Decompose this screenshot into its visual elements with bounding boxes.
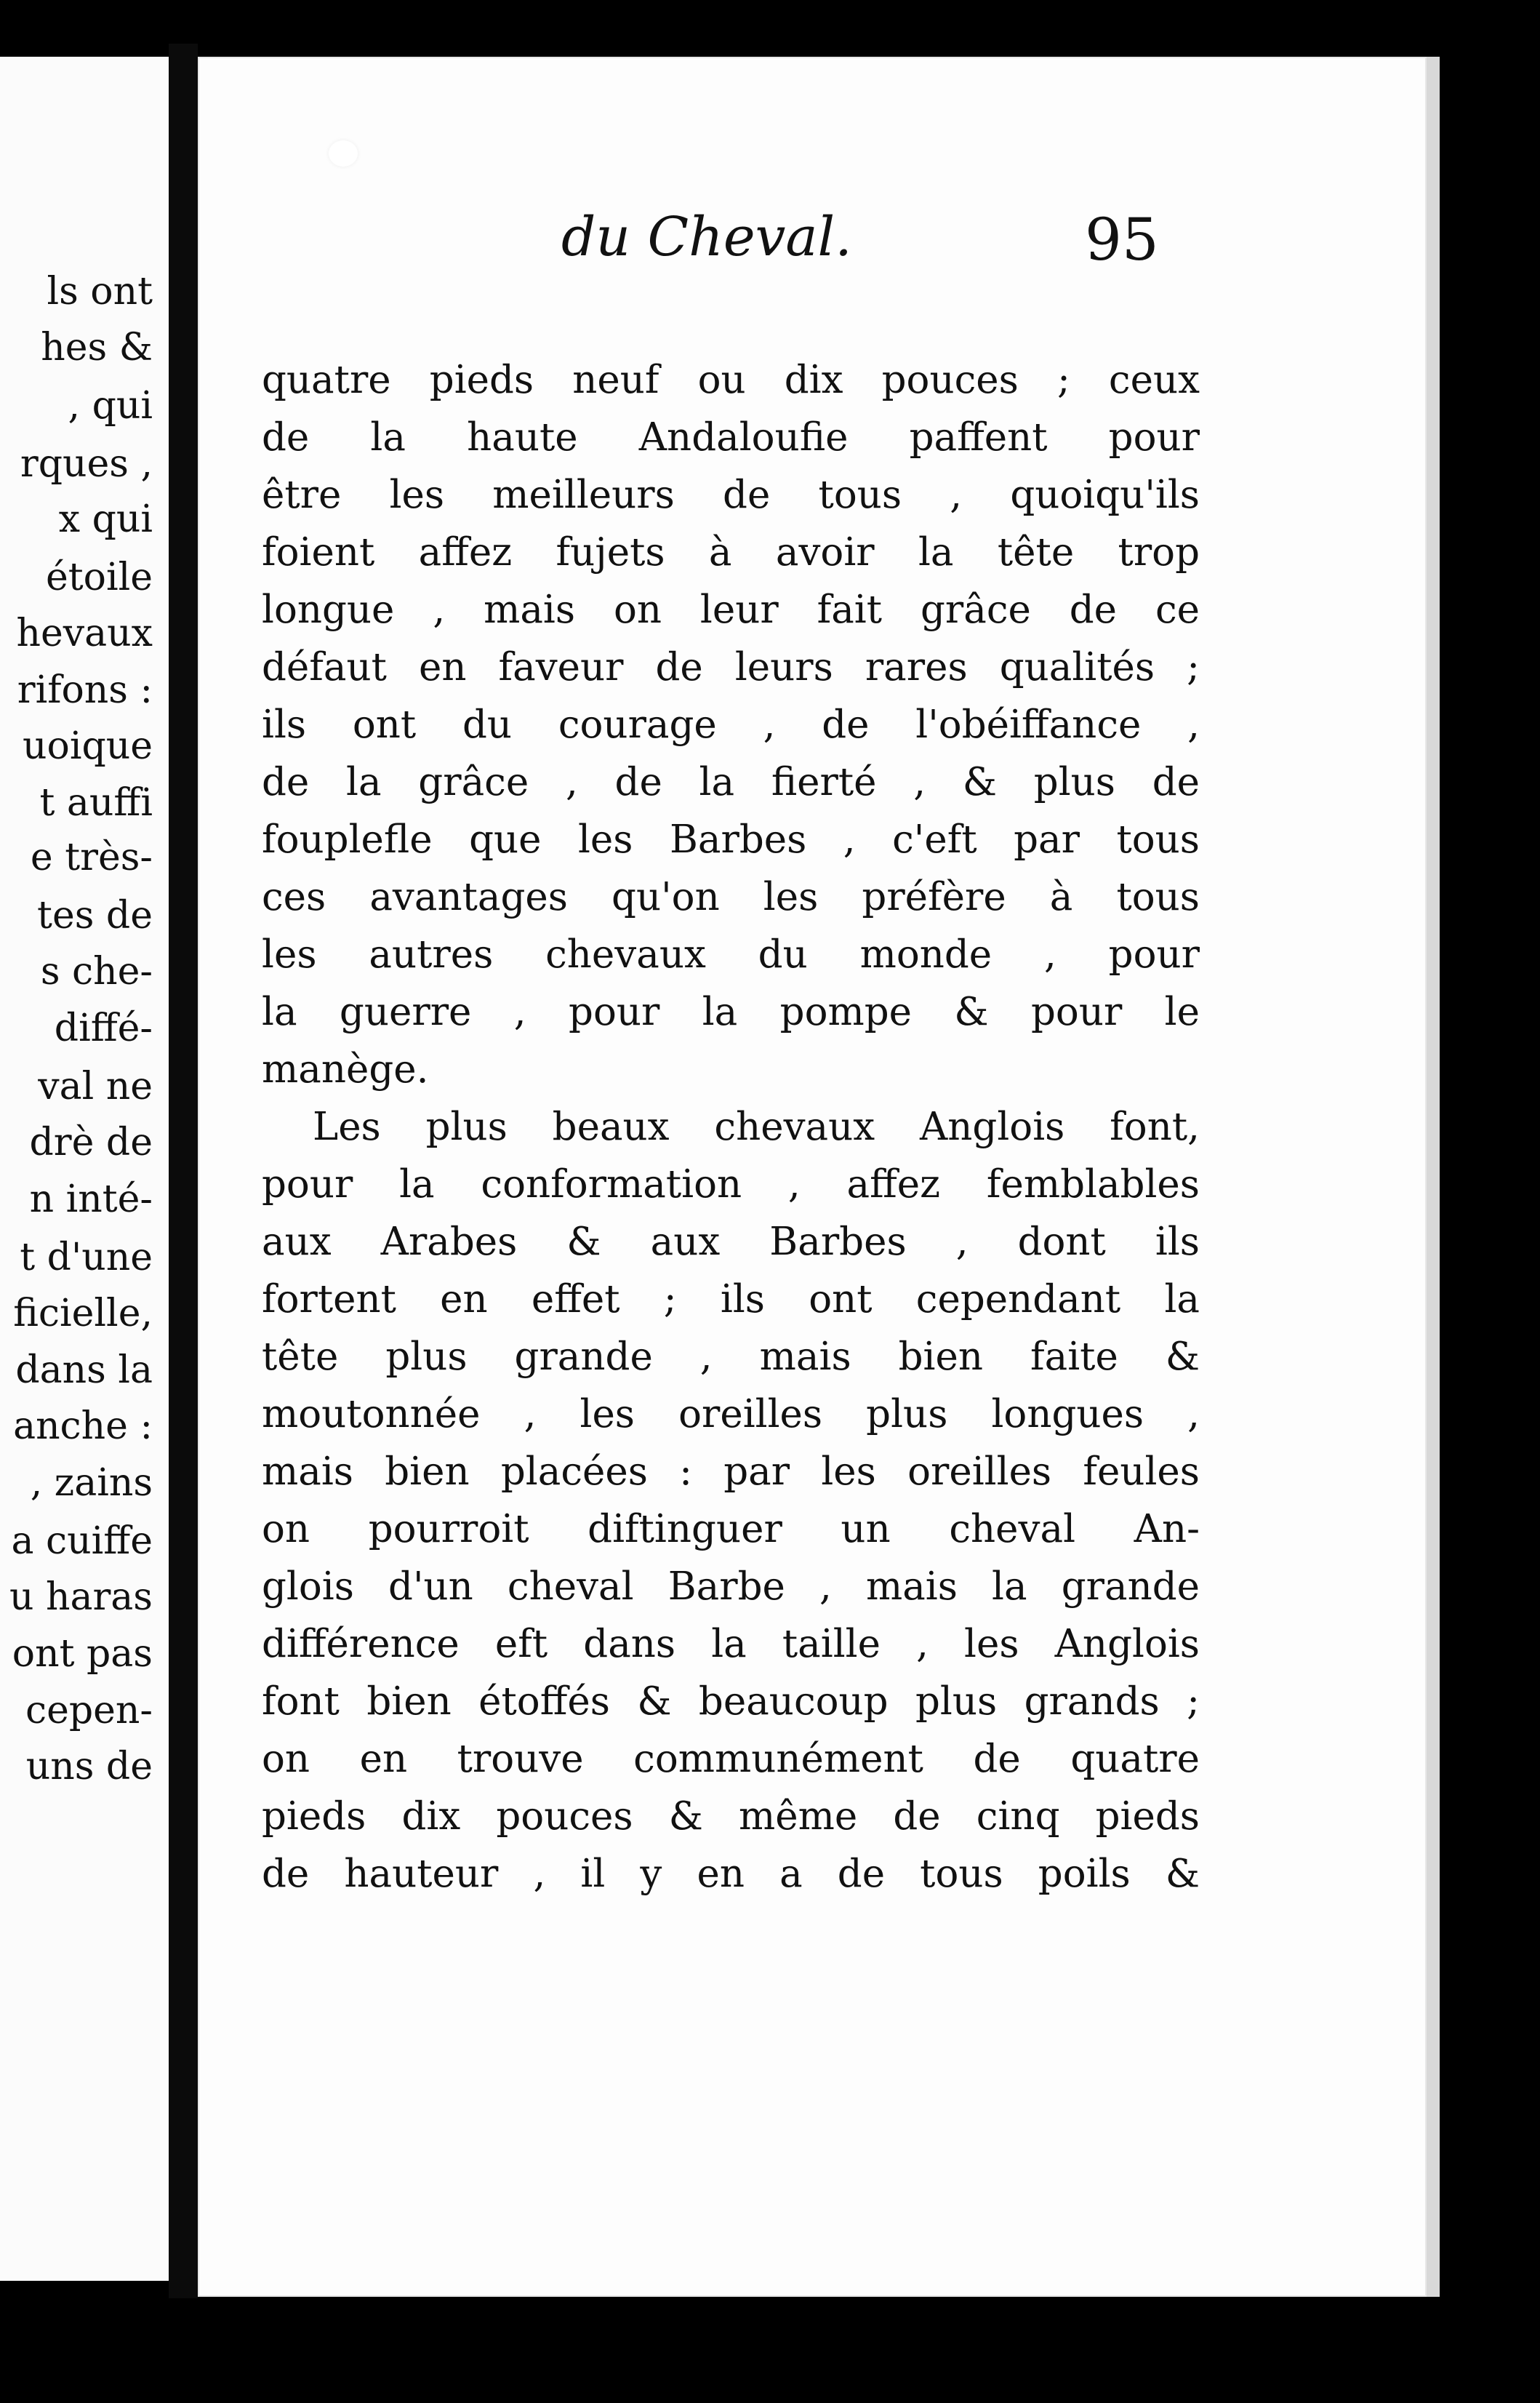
previous-page-line: val ne (38, 1065, 153, 1108)
text-line: pour la conformation , affez femblables (262, 1162, 1200, 1207)
previous-page (0, 57, 169, 2281)
text-line: ils ont du courage , de l'obéiffance , (262, 703, 1200, 747)
text-line: on en trouve communément de quatre (262, 1737, 1200, 1781)
text-line: fortent en effet ; ils ont cependant la (262, 1277, 1200, 1322)
text-line: de hauteur , il y en a de tous poils & (262, 1852, 1200, 1896)
previous-page-line: ficielle, (13, 1292, 153, 1335)
page-header (198, 206, 1427, 279)
text-line: font bien étoffés & beaucoup plus grands ; (262, 1679, 1200, 1724)
previous-page-line: tes de (37, 894, 153, 937)
text-line: on pourroit diftinguer un cheval An- (262, 1507, 1200, 1551)
text-line: pieds dix pouces & même de cinq pieds (262, 1794, 1200, 1839)
page-number: 95 (1085, 206, 1159, 273)
previous-page-line: ont pas (12, 1632, 153, 1676)
text-line: ces avantages qu'on les préfère à tous (262, 875, 1200, 919)
text-line: quatre pieds neuf ou dix pouces ; ceux (262, 358, 1200, 402)
text-line: défaut en faveur de leurs rares qualités ; (262, 645, 1200, 689)
running-head: du Cheval. (561, 206, 852, 268)
text-line: être les meilleurs de tous , quoiqu'ils (262, 473, 1200, 517)
previous-page-line: t d'une (20, 1236, 153, 1279)
body-text (262, 351, 1200, 1903)
previous-page-line: rques , (20, 442, 153, 486)
previous-page-line: t auffi (39, 781, 153, 825)
text-line: longue , mais on leur fait grâce de ce (262, 588, 1200, 632)
previous-page-line: a cuiffe (11, 1519, 153, 1563)
text-line: manège. (262, 1047, 429, 1092)
previous-page-line: hes & (41, 326, 153, 369)
previous-page-line: x qui (58, 497, 153, 541)
previous-page-line: diffé- (54, 1007, 153, 1050)
previous-page-line: ls ont (47, 270, 153, 313)
text-line: tête plus grande , mais bien faite & (262, 1335, 1200, 1379)
text-line: foient affez fujets à avoir la tête trop (262, 530, 1200, 575)
previous-page-line: u haras (9, 1575, 153, 1619)
previous-page-line: rifons : (17, 668, 153, 712)
text-line: Les plus beaux chevaux Anglois font, (313, 1105, 1200, 1149)
previous-page-line: , zains (30, 1461, 153, 1505)
page-edge (1427, 57, 1440, 2297)
previous-page-line: e très- (30, 836, 153, 879)
previous-page-line: s che- (40, 950, 153, 993)
book-page (198, 57, 1427, 2297)
paper-speck (329, 140, 358, 167)
previous-page-line: hevaux (16, 612, 153, 655)
text-line: les autres chevaux du monde , pour (262, 932, 1200, 977)
previous-page-line: uoique (23, 724, 153, 768)
text-line: de la haute Andaloufie paffent pour (262, 415, 1200, 460)
text-line: mais bien placées : par les oreilles feules (262, 1450, 1200, 1494)
text-line: la guerre , pour la pompe & pour le (262, 990, 1200, 1034)
text-line: fouplefle que les Barbes , c'eft par tous (262, 817, 1200, 862)
text-line: aux Arabes & aux Barbes , dont ils (262, 1220, 1200, 1264)
text-line: moutonnée , les oreilles plus longues , (262, 1392, 1200, 1436)
previous-page-line: uns de (25, 1745, 153, 1788)
book-gutter (169, 44, 198, 2298)
text-line: de la grâce , de la fierté , & plus de (262, 760, 1200, 804)
previous-page-line: n inté- (29, 1177, 153, 1221)
previous-page-line: anche : (13, 1404, 153, 1448)
previous-page-line: cepen- (25, 1689, 153, 1732)
text-line: glois d'un cheval Barbe , mais la grande (262, 1564, 1200, 1609)
previous-page-line: étoile (45, 556, 153, 599)
previous-page-line: , qui (68, 384, 153, 428)
previous-page-line: drè de (29, 1121, 153, 1164)
previous-page-line: dans la (15, 1348, 153, 1392)
text-line: différence eft dans la taille , les Anglois (262, 1622, 1200, 1666)
